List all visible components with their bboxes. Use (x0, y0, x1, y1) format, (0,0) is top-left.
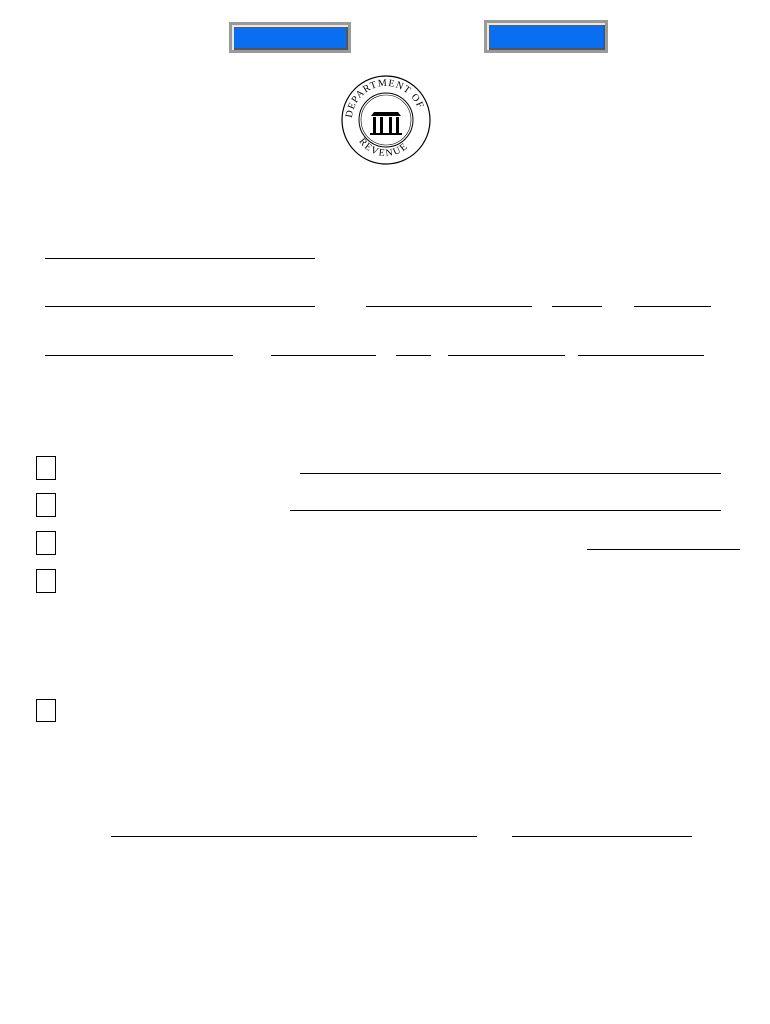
another-state-date-field[interactable] (300, 473, 721, 474)
seal-outer-top: DEPARTMENT OF (343, 77, 426, 119)
state-field[interactable] (552, 306, 602, 307)
action-button-right[interactable] (484, 20, 608, 53)
svg-text:REVENUE (356, 136, 410, 159)
signature-field[interactable] (111, 836, 477, 837)
checkbox-sold-to-dealer[interactable] (36, 493, 56, 517)
vin-field[interactable] (45, 355, 233, 356)
action-button-left[interactable] (229, 22, 351, 53)
seal-outer-bottom: REVENUE (356, 136, 411, 160)
address-field[interactable] (45, 306, 315, 307)
make-field[interactable] (448, 355, 565, 356)
model-field[interactable] (578, 355, 704, 356)
sold-to-dealer-date-field[interactable] (290, 510, 721, 511)
repossessed-date-field[interactable] (587, 549, 740, 550)
year-field[interactable] (396, 355, 431, 356)
checkbox-not-operated[interactable] (36, 569, 56, 593)
city-field[interactable] (366, 306, 532, 307)
option-not-operated-line2 (62, 588, 69, 604)
checkbox-military[interactable] (36, 699, 56, 722)
full-legal-name-field[interactable] (45, 258, 315, 259)
signature-date-field[interactable] (512, 836, 692, 837)
license-plate-field[interactable] (271, 355, 376, 356)
georgia-revenue-seal (340, 74, 432, 166)
checkbox-another-state[interactable] (36, 456, 56, 480)
checkbox-repossessed[interactable] (36, 531, 56, 555)
zip-field[interactable] (634, 306, 711, 307)
